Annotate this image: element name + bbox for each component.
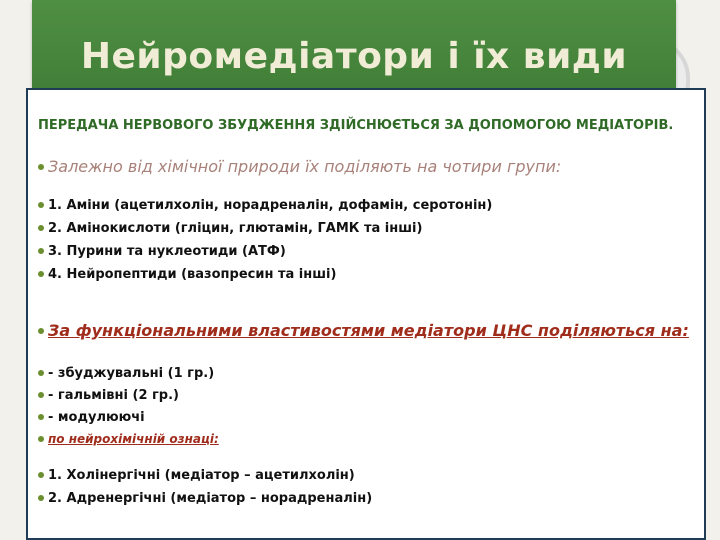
slide-title: Нейромедіатори і їх види	[80, 36, 628, 77]
neurochemical-heading: по нейрохімічній ознаці:	[38, 430, 698, 448]
spacer	[38, 288, 698, 304]
list-item: 3. Пурини та нуклеотиди (АТФ)	[38, 242, 698, 261]
functional-heading: За функціональними властивостями медіатори ЦНС поділяються на:	[38, 320, 698, 342]
list-item: - гальмівні (2 гр.)	[38, 386, 698, 405]
list-item: 1. Холінергічні (медіатор – ацетилхолін)	[38, 466, 698, 485]
list-item: 1. Аміни (ацетилхолін, норадреналін, дофамін, серотонін)	[38, 196, 698, 215]
slide-content	[38, 116, 698, 512]
list-item: - збуджувальні (1 гр.)	[38, 364, 698, 383]
list-item: 2. Адренергічні (медіатор – норадреналін)	[38, 489, 698, 508]
list-item: 2. Амінокислоти (гліцин, глютамін, ГАМК та інші)	[38, 219, 698, 238]
list-item: 4. Нейропептиди (вазопресин та інші)	[38, 265, 698, 284]
intro-text: ПЕРЕДАЧА НЕРВОВОГО ЗБУДЖЕННЯ ЗДІЙСНЮЄТЬСЯ ЗА ДОПОМОГОЮ МЕДІАТОРІВ.	[38, 118, 674, 133]
list-item: - модулюючі	[38, 408, 698, 427]
chemical-heading: Залежно від хімічної природи їх поділяють на чотири групи:	[38, 157, 698, 177]
